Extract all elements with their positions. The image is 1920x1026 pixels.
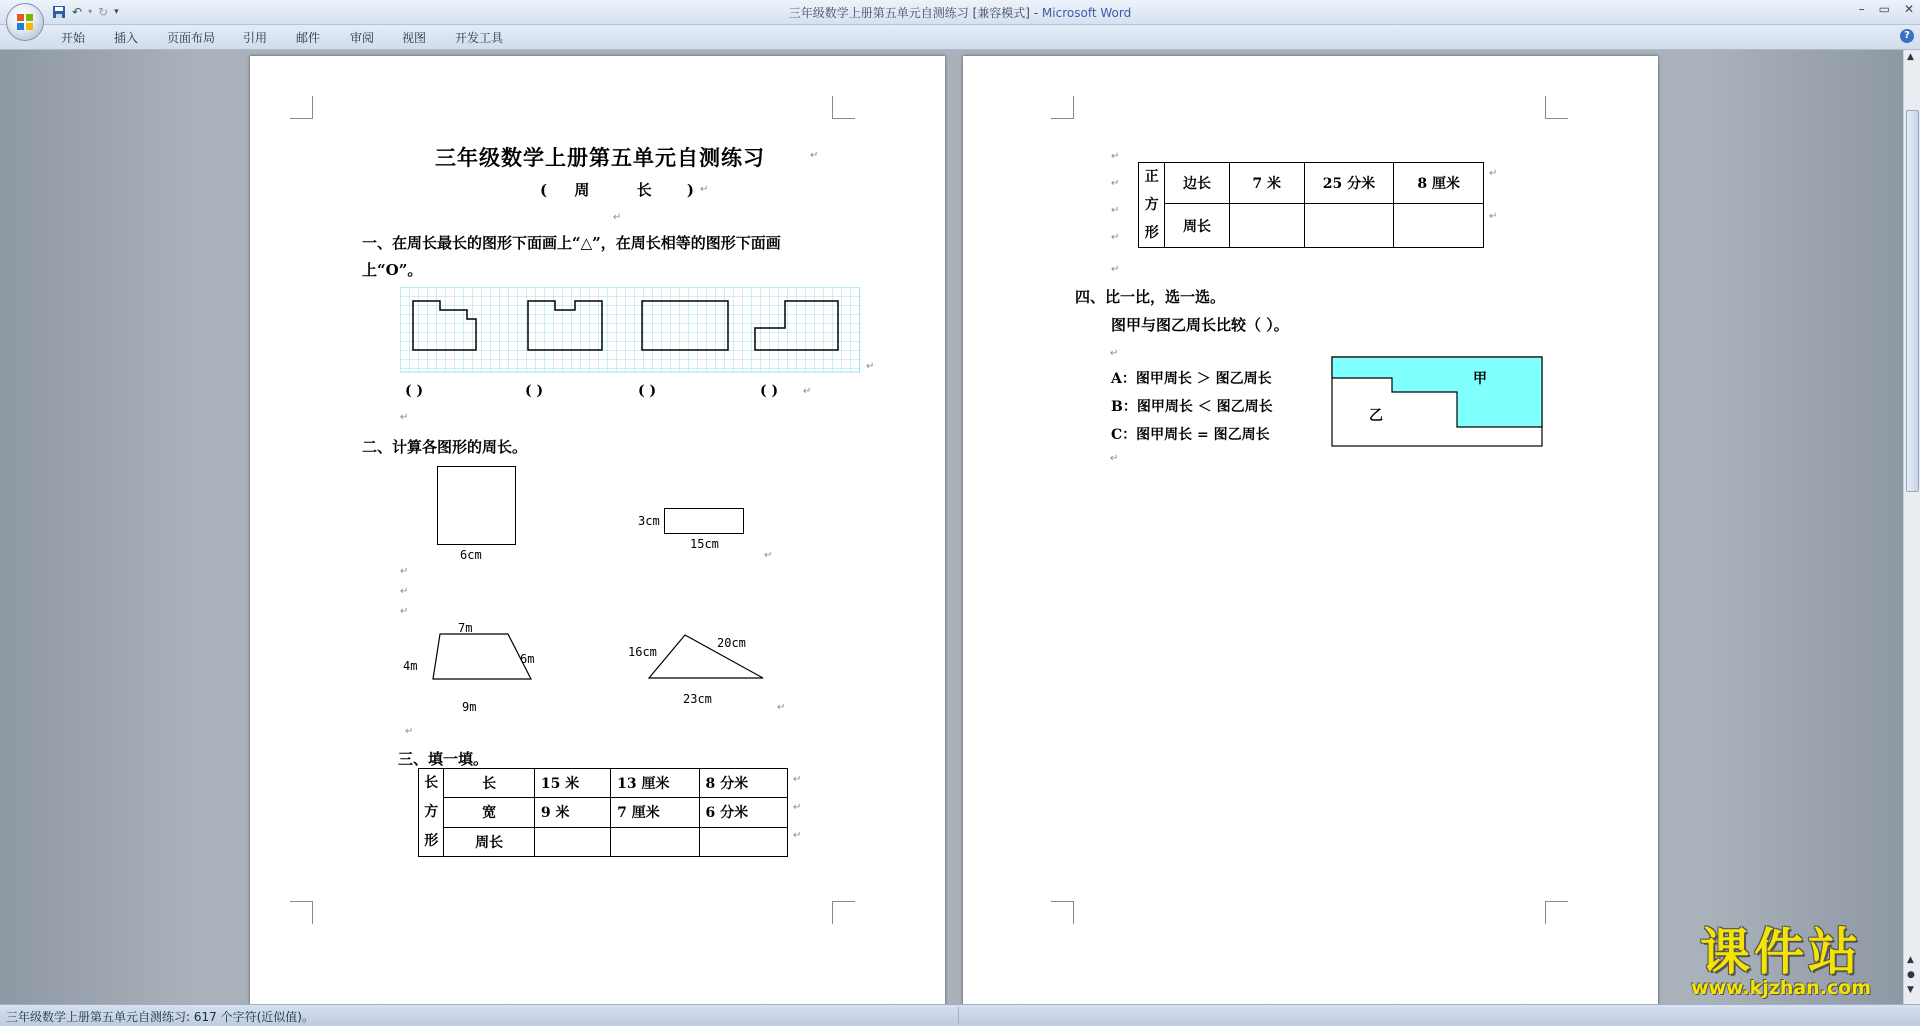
crop-mark (832, 901, 855, 924)
paragraph-mark: ↵ (777, 702, 786, 713)
prev-page-icon[interactable]: ▲ (1907, 955, 1914, 965)
table-cell: 7 米 (1229, 163, 1304, 204)
answer-cell[interactable] (611, 827, 699, 856)
triangle-figure (645, 631, 775, 691)
paragraph-mark: ↵ (810, 150, 819, 161)
page-2 (963, 56, 1658, 1010)
redo-icon[interactable]: ↻ (98, 5, 109, 19)
shape-label-char: 形 (424, 833, 439, 849)
tab-review[interactable]: 审阅 (350, 31, 375, 45)
square-table (1138, 162, 1484, 248)
crop-mark (1545, 901, 1568, 924)
row-header: 周长 (444, 827, 534, 856)
window-title (0, 4, 1920, 21)
paragraph-mark: ↵ (764, 550, 773, 561)
office-button[interactable] (6, 3, 44, 41)
office-logo-icon (16, 13, 34, 31)
subtitle-paren: ( (540, 181, 548, 199)
shape-label-char: 正 (1144, 169, 1159, 185)
undo-icon[interactable]: ↶ (72, 5, 83, 19)
title-bar (0, 0, 1920, 25)
table-cell: 7 厘米 (611, 798, 699, 827)
paragraph-mark: ↵ (1111, 151, 1120, 162)
row-header: 宽 (444, 798, 534, 827)
tri-bottom-label: 23cm (683, 692, 712, 706)
status-text: 三年级数学上册第五单元自测练习: 617 个字符(近似值)。 (6, 1010, 314, 1024)
option-a[interactable]: A：图甲周长 ＞ 图乙周长 (1111, 371, 1272, 387)
close-button[interactable]: ✕ (1903, 2, 1914, 16)
paragraph-mark: ↵ (1111, 264, 1120, 275)
maximize-button[interactable]: ▭ (1878, 2, 1890, 16)
answer-cell[interactable] (699, 827, 787, 856)
crop-mark (290, 901, 313, 924)
q1-line1: 一、在周长最长的图形下面画上“△”，在周长相等的图形下面画 (362, 234, 781, 252)
label-yi: 乙 (1369, 408, 1383, 424)
paragraph-mark: ↵ (1111, 232, 1120, 243)
paragraph-mark: ↵ (700, 184, 709, 195)
answer-cell[interactable] (1229, 204, 1304, 248)
crop-mark (1051, 901, 1074, 924)
trap-top-label: 7m (458, 621, 473, 635)
answer-cell[interactable] (1394, 204, 1484, 248)
answer-cell[interactable] (1304, 204, 1394, 248)
paragraph-mark: ↵ (803, 386, 812, 397)
shape-label-cell (419, 769, 444, 857)
q2-heading: 二、计算各图形的周长。 (362, 438, 528, 456)
paragraph-mark: ↵ (793, 774, 802, 785)
q1-answer-1[interactable]: ( ) (405, 383, 424, 399)
next-page-icon[interactable]: ▼ (1907, 985, 1914, 995)
table-cell: 15 米 (534, 769, 610, 798)
page-1 (250, 56, 945, 1010)
crop-mark (832, 96, 855, 119)
tri-right-label: 20cm (717, 636, 746, 650)
scroll-up-icon[interactable]: ▲ (1907, 52, 1914, 62)
q1-answer-4[interactable]: ( ) (760, 383, 779, 399)
tab-page-layout[interactable]: 页面布局 (167, 31, 216, 45)
paragraph-mark: ↵ (1111, 205, 1120, 216)
rect-length-label: 15cm (690, 537, 719, 551)
q3-heading: 三、填一填。 (398, 750, 489, 768)
q1-grid-figures (400, 287, 860, 377)
crop-mark (290, 96, 313, 119)
tab-home[interactable]: 开始 (61, 31, 86, 45)
paragraph-mark: ↵ (400, 606, 409, 617)
paragraph-mark: ↵ (1110, 453, 1119, 464)
option-b[interactable]: B：图甲周长 ＜ 图乙周长 (1111, 399, 1273, 415)
page-title: 三年级数学上册第五单元自测练习 (435, 145, 765, 170)
paragraph-mark: ↵ (400, 412, 409, 423)
tri-left-label: 16cm (628, 645, 657, 659)
q1-answer-2[interactable]: ( ) (525, 383, 544, 399)
q4-heading: 四、比一比，选一选。 (1075, 288, 1226, 306)
grid-background (400, 287, 860, 372)
row-header: 周长 (1165, 204, 1229, 248)
row-header: 边长 (1165, 163, 1229, 204)
table-cell: 8 分米 (699, 769, 787, 798)
subtitle-paren: ) (686, 181, 694, 199)
subtitle-char: 周 (574, 181, 590, 199)
rectangle-table (418, 768, 788, 857)
status-bar (0, 1004, 1920, 1026)
tab-references[interactable]: 引用 (243, 31, 268, 45)
row-header: 长 (444, 769, 534, 798)
select-browse-object-icon[interactable]: ● (1907, 970, 1915, 980)
rect-width-label: 3cm (638, 514, 660, 528)
ribbon-tabs (0, 25, 1920, 50)
paragraph-mark: ↵ (400, 566, 409, 577)
tab-view[interactable]: 视图 (402, 31, 427, 45)
paragraph-mark: ↵ (866, 361, 875, 372)
customize-qat-button[interactable]: ▾ (114, 7, 119, 17)
subtitle (540, 179, 694, 200)
crop-mark (1545, 96, 1568, 119)
q1-line2: 上“O”。 (362, 261, 423, 279)
help-icon[interactable]: ? (1900, 29, 1914, 43)
minimize-button[interactable]: – (1858, 2, 1865, 16)
paragraph-mark: ↵ (1111, 178, 1120, 189)
document-title: 三年级数学上册第五单元自测练习 [兼容模式] - (788, 6, 1042, 20)
square-figure (437, 466, 516, 545)
shape-label-cell (1139, 163, 1165, 248)
status-divider (958, 1007, 959, 1024)
square-side-label: 6cm (460, 548, 482, 562)
table-cell: 8 厘米 (1394, 163, 1484, 204)
table-cell: 25 分米 (1304, 163, 1394, 204)
shape-label-char: 方 (424, 804, 439, 820)
paragraph-mark: ↵ (400, 586, 409, 597)
q1-answer-3[interactable]: ( ) (638, 383, 657, 399)
watermark-title: 课件站 (1700, 923, 1862, 981)
paragraph-mark: ↵ (793, 802, 802, 813)
app-name: Microsoft Word (1041, 6, 1132, 20)
tab-insert[interactable]: 插入 (114, 31, 139, 45)
crop-mark (1051, 96, 1074, 119)
comparison-figure (1331, 356, 1545, 448)
label-jia: 甲 (1473, 371, 1487, 387)
q4-question: 图甲与图乙周长比较（ ）。 (1111, 316, 1289, 334)
trap-right-label: 6m (520, 652, 535, 666)
table-cell: 6 分米 (699, 798, 787, 827)
document-workspace (0, 50, 1904, 1010)
paragraph-mark: ↵ (1489, 168, 1498, 179)
tab-developer[interactable]: 开发工具 (455, 31, 504, 45)
undo-dropdown-icon[interactable]: ▾ (88, 7, 93, 16)
paragraph-mark: ↵ (1110, 348, 1119, 359)
subtitle-char: 长 (636, 181, 652, 199)
answer-cell[interactable] (534, 827, 610, 856)
paragraph-mark: ↵ (1489, 211, 1498, 222)
shape-label-char: 长 (424, 775, 439, 791)
trap-left-label: 4m (403, 659, 418, 673)
table-cell: 13 厘米 (611, 769, 699, 798)
watermark-logo (1666, 925, 1896, 997)
scrollbar-thumb[interactable] (1906, 110, 1919, 492)
tab-mailings[interactable]: 邮件 (296, 31, 321, 45)
trap-bottom-label: 9m (462, 700, 477, 714)
paragraph-mark: ↵ (405, 726, 414, 737)
paragraph-mark: ↵ (793, 830, 802, 841)
table-cell: 9 米 (534, 798, 610, 827)
watermark-url: www.kjzhan.com (1690, 977, 1872, 999)
rectangle-figure (664, 508, 744, 534)
vertical-scrollbar[interactable] (1903, 50, 1920, 1010)
shape-label-char: 方 (1144, 197, 1159, 213)
option-c[interactable]: C：图甲周长 = 图乙周长 (1111, 427, 1270, 443)
paragraph-mark: ↵ (613, 212, 622, 223)
shape-label-char: 形 (1144, 225, 1159, 241)
